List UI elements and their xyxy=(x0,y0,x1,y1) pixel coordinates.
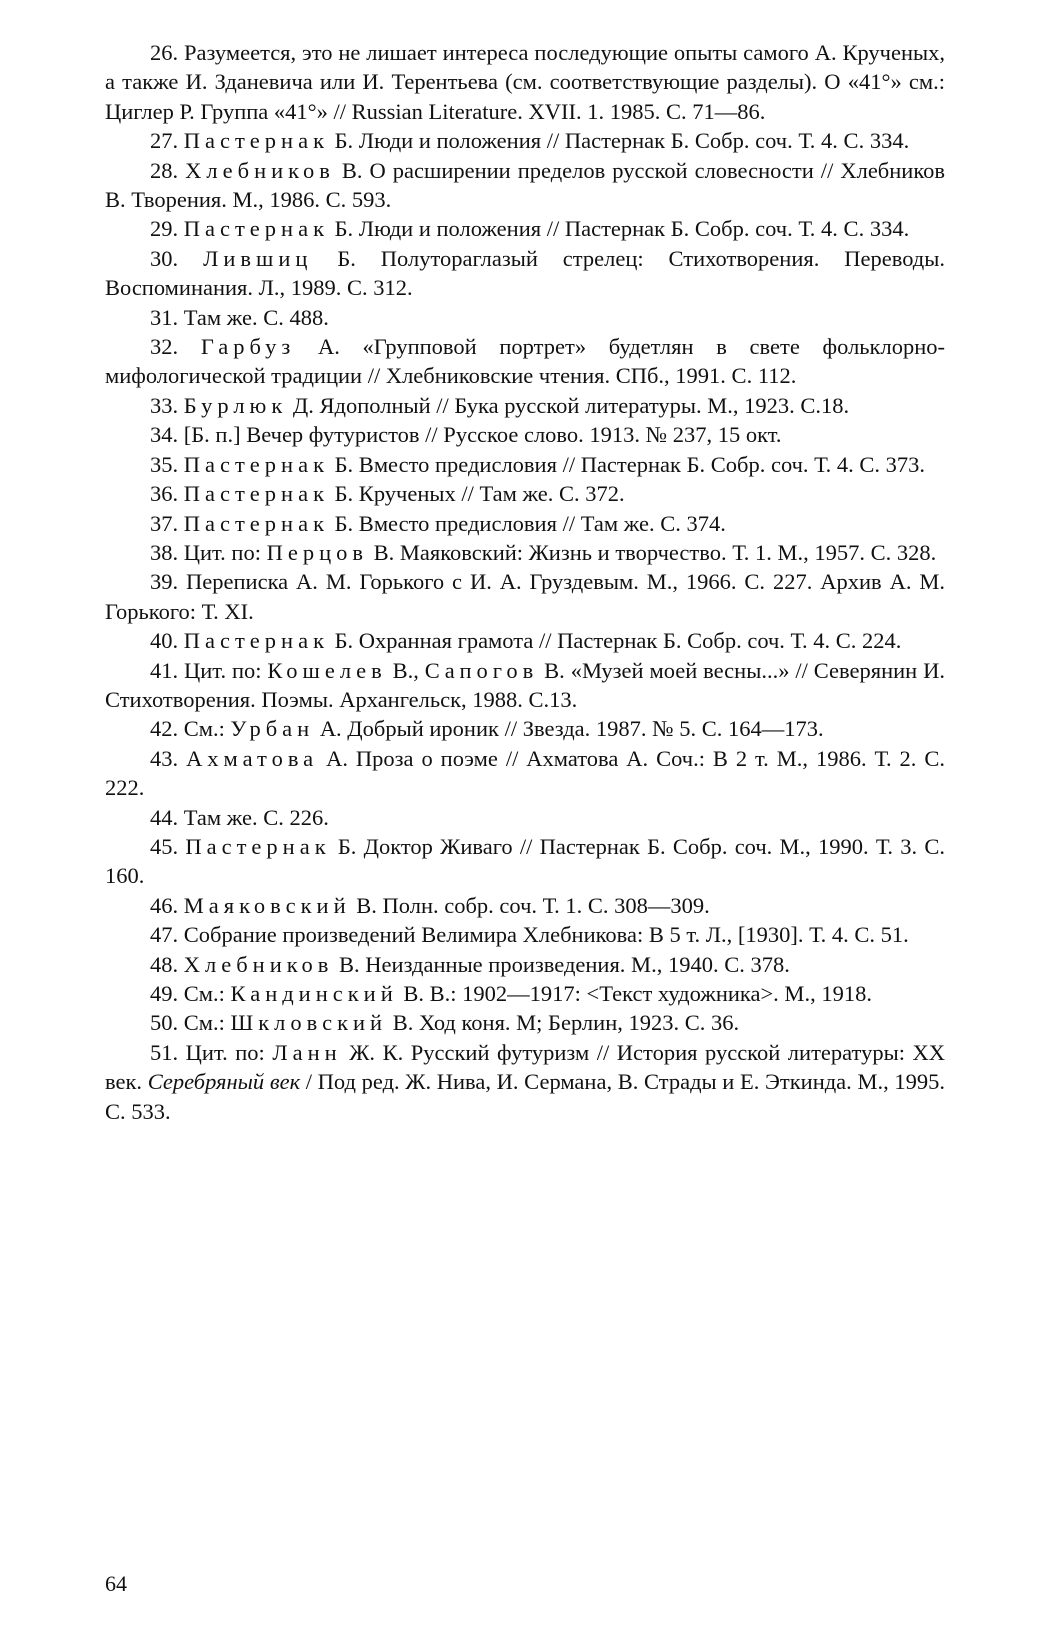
note-33: 33. Бурлюк Д. Ядополный // Бука русской литературы. М., 1923. С.18. xyxy=(150,392,850,418)
note-51: 51. Цит. по: Ланн Ж. К. Русский футуризм // История русской литературы: XX век. Серебряный век / Под ред. Ж. Нива, И. Сермана, В. Страды и Е. Эткинда. М., 1995. С. 533. xyxy=(105,1039,945,1124)
author-name: Хлебников xyxy=(183,951,334,977)
note-50: 50. См.: Шкловский В. Ход коня. М; Берлин, 1923. С. 36. xyxy=(150,1010,740,1036)
note-46: 46. Маяковский В. Полн. собр. соч. Т. 1. С. 308—309. xyxy=(150,892,710,918)
note-29: 29. Пастернак Б. Люди и положения // Пастернак Б. Собр. соч. Т. 4. С. 334. xyxy=(150,216,910,242)
italic-title: Серебряный век xyxy=(147,1069,301,1095)
author-name: Лившиц xyxy=(203,245,313,271)
author-name: Хлебников xyxy=(185,157,335,183)
author-name: Ахматова xyxy=(186,745,319,771)
note-30: 30. Лившиц Б. Полутораглазый стрелец: Стихотворения. Переводы. Воспоминания. Л., 1989. С. 312. xyxy=(105,245,945,301)
author-name: Шкловский xyxy=(230,1010,388,1036)
author-name: Гарбуз xyxy=(200,334,296,360)
note-43: 43. Ахматова А. Проза о поэме // Ахматова А. Соч.: В 2 т. М., 1986. Т. 2. С. 222. xyxy=(105,745,945,801)
note-39: 39. Переписка А. М. Горького с И. А. Груздевым. М., 1966. С. 227. Архив А. М. Горького: Т. XI. xyxy=(105,569,945,624)
author-name: Маяковский xyxy=(183,892,351,918)
note-34: 34. [Б. п.] Вечер футуристов // Русское слово. 1913. № 237, 15 окт. xyxy=(150,422,782,448)
note-27: 27. Пастернак Б. Люди и положения // Пастернак Б. Собр. соч. Т. 4. С. 334. xyxy=(150,128,910,154)
author-name: Пастернак xyxy=(183,628,330,654)
note-32: 32. Гарбуз А. «Групповой портрет» будетлян в свете фольклорно-мифологической традиции // Хлебниковские чтения. СПб., 1991. С. 112. xyxy=(105,334,946,389)
note-37: 37. Пастернак Б. Вместо предисловия // Там же. С. 374. xyxy=(150,510,726,536)
author-name: Урбан xyxy=(230,716,315,742)
note-36: 36. Пастернак Б. Крученых // Там же. С. 372. xyxy=(150,481,625,507)
note-49: 49. См.: Кандинский В. В.: 1902—1917: <Текст художника>. М., 1918. xyxy=(150,981,872,1006)
note-44: 44. Там же. С. 226. xyxy=(150,804,329,830)
note-38: 38. Цит. по: Перцов В. Маяковский: Жизнь и творчество. Т. 1. М., 1957. С. 328. xyxy=(150,539,937,565)
note-41: 41. Цит. по: Кошелев В., Сапогов В. «Музей моей весны...» // Северянин И. Стихотворения. Поэмы. Архангельск, 1988. С.13. xyxy=(105,657,945,712)
author-name: Пастернак xyxy=(185,833,331,859)
note-42: 42. См.: Урбан А. Добрый ироник // Звезда. 1987. № 5. С. 164—173. xyxy=(150,716,824,742)
author-name: Бурлюк xyxy=(183,392,288,418)
author-name: Ланн xyxy=(272,1039,342,1065)
note-35: 35. Пастернак Б. Вместо предисловия // Пастернак Б. Собр. соч. Т. 4. С. 373. xyxy=(150,451,926,477)
notes-list xyxy=(105,38,945,1126)
note-40: 40. Пастернак Б. Охранная грамота // Пастернак Б. Собр. соч. Т. 4. С. 224. xyxy=(150,628,902,654)
author-name: Сапогов xyxy=(424,657,539,683)
author-name: Кандинский xyxy=(230,981,398,1006)
author-name: Пастернак xyxy=(183,216,330,242)
author-name: Пастернак xyxy=(183,451,330,477)
note-48: 48. Хлебников В. Неизданные произведения. М., 1940. С. 378. xyxy=(150,951,790,977)
note-26: 26. Разумеется, это не лишает интереса последующие опыты самого А. Крученых, а также И. Зданевича или И. Терентьева (см. соответствующие разделы). О «41°» см.: Циглер Р. Группа «41°» // Russian Literature. XVII. 1. 1985. С. 71—86. xyxy=(105,40,945,124)
author-name: Пастернак xyxy=(183,510,330,536)
note-31: 31. Там же. С. 488. xyxy=(150,304,329,330)
page-number: 64 xyxy=(105,1571,127,1596)
note-47: 47. Собрание произведений Велимира Хлебникова: В 5 т. Л., [1930]. Т. 4. С. 51. xyxy=(150,922,909,948)
author-name: Перцов xyxy=(266,539,369,565)
author-name: Пастернак xyxy=(183,481,330,507)
author-name: Пастернак xyxy=(183,128,330,154)
note-45: 45. Пастернак Б. Доктор Живаго // Пастернак Б. Собр. соч. М., 1990. Т. 3. С. 160. xyxy=(105,833,945,889)
author-name: Кошелев xyxy=(267,657,387,683)
note-28: 28. Хлебников В. О расширении пределов русской словесности // Хлебников В. Творения. М., 1986. С. 593. xyxy=(105,157,945,213)
